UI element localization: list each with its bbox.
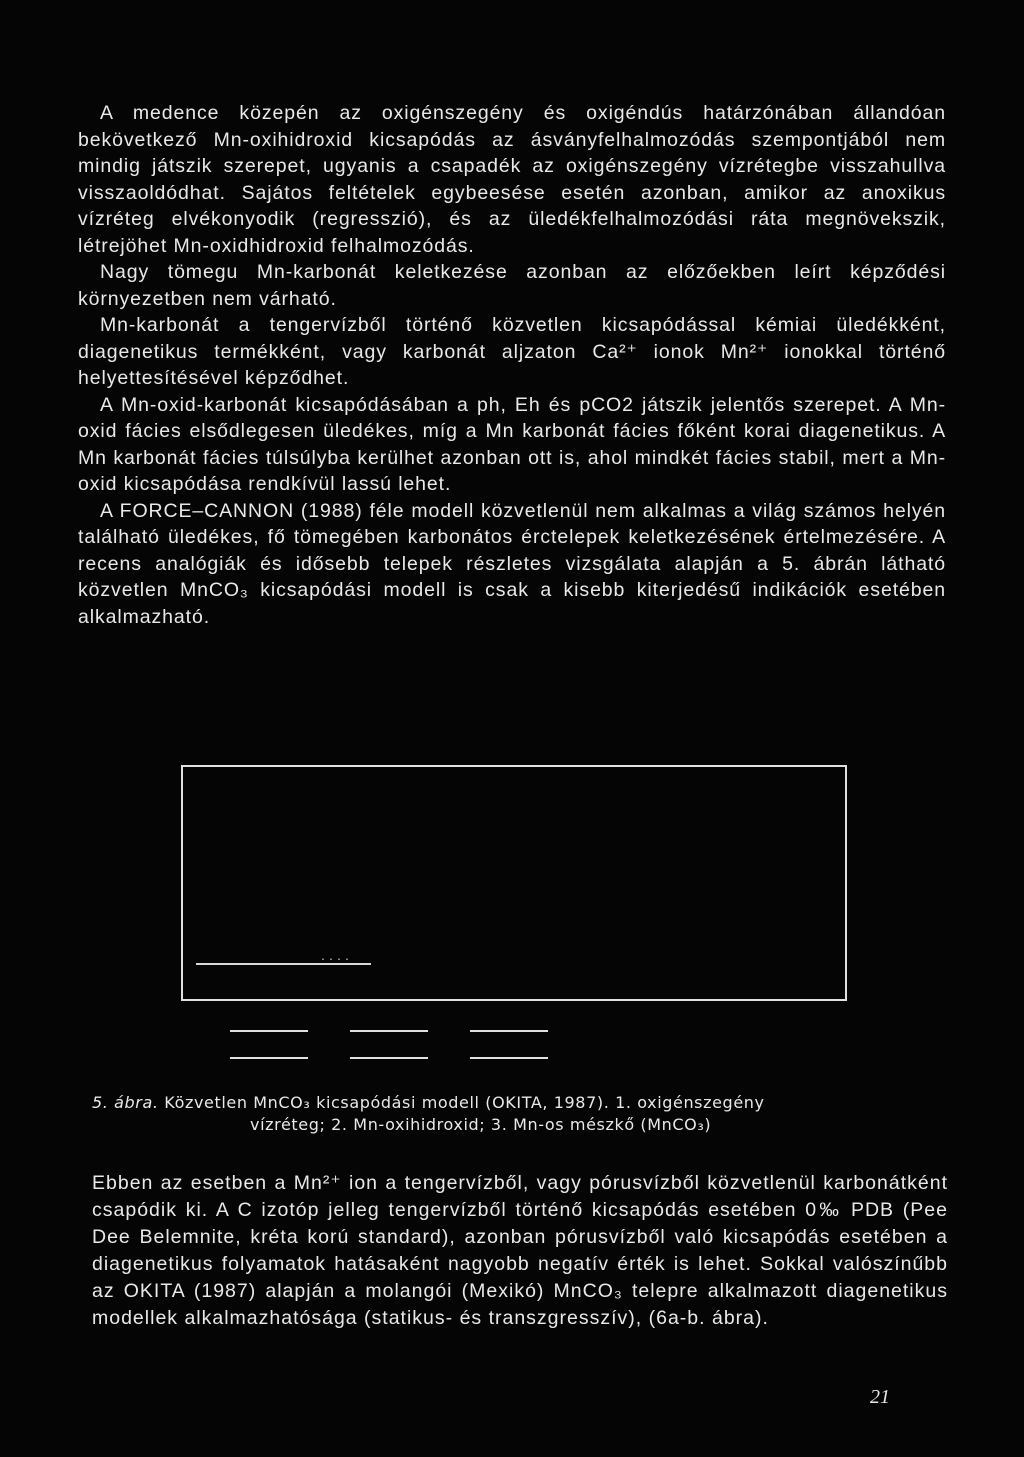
legend-dash-2 <box>350 1030 428 1032</box>
paragraph-1: A medence közepén az oxigénszegény és oxigéndús határzónában állandóan bekövetkező Mn-oxihidroxid kicsapódás az ásványfelhalmozódás szempontjából nem mindig játszik szerepet, ugyanis a csapadék az oxigénszegény vízrétegbe visszahullva visszaoldódhat. Sajátos feltételek egybeesése esetén azonban, amikor az anoxikus vízréteg elvékonyodik (regresszió), és az üledékfelhalmozódási ráta megnövekszik, létrejöhet Mn-oxidhidroxid felhalmozódás. <box>78 102 946 257</box>
legend-dash-3 <box>470 1030 548 1032</box>
legend-dash-6 <box>470 1057 548 1059</box>
legend-dash-1 <box>230 1030 308 1032</box>
lower-text <box>92 1170 948 1332</box>
caption-line-1: Közvetlen MnCO₃ kicsapódási modell (OKITA, 1987). 1. oxigénszegény <box>164 1093 765 1112</box>
lower-paragraph: Ebben az esetben a Mn²⁺ ion a tengervízből, vagy pórusvízből közvetlenül karbonátként csapódik ki. A C izotóp jelleg tengervízből történő kicsapódás esetében 0‰ PDB (Pee Dee Belemnite, kréta korú standard), azonban pórusvízből való kicsapódás esetében a diagenetikus folyamatok hatásaként nagyobb negatív érték is lehet. Sokkal valószínűbb az OKITA (1987) alapján a molangói (Mexikó) MnCO₃ telepre alkalmazott diagenetikus modellek alkalmazhatósága (statikus- és transzgresszív), (6a-b. ábra). <box>92 1172 948 1329</box>
legend-dash-5 <box>350 1057 428 1059</box>
caption-line-2: vízréteg; 2. Mn-oxihidroxid; 3. Mn-os mészkő (MnCO₃) <box>250 1115 712 1134</box>
figure-dots: .... <box>320 952 353 963</box>
figure-frame <box>181 765 847 1001</box>
figure-caption <box>92 1092 962 1136</box>
paragraph-2: Nagy tömegu Mn-karbonát keletkezése azonban az előzőekben leírt képződési környezetben nem várható. <box>78 261 946 310</box>
figure-water-line <box>196 963 371 965</box>
paragraph-4: A Mn-oxid-karbonát kicsapódásában a ph, Eh és pCO2 játszik jelentős szerepet. A Mn-oxid fácies elsődlegesen üledékes, míg a Mn karbonát fácies főként korai diagenetikus. A Mn karbonát fácies túlsúlyba kerülhet azonban ott is, ahol mindkét fácies stabil, mert a Mn-oxid kicsapódása rendkívül lassú lehet. <box>78 393 946 495</box>
paragraph-5: A FORCE–CANNON (1988) féle modell közvetlenül nem alkalmas a világ számos helyén található üledékes, fő tömegében karbonátos érctelepek keletkezésének értelmezésére. A recens analógiák és idősebb telepek részletes vizsgálata alapján a 5. ábrán látható közvetlen MnCO₃ kicsapódási modell is csak a kisebb kiterjedésű indikációk esetében alkalmazható. <box>78 499 946 628</box>
legend-dash-4 <box>230 1057 308 1059</box>
paragraph-3: Mn-karbonát a tengervízből történő közvetlen kicsapódással kémiai üledékként, diagenetikus termékként, vagy karbonát aljzaton Ca²⁺ ionok Mn²⁺ ionokkal történő helyettesítésével képződhet. <box>78 314 946 389</box>
main-text <box>78 100 946 630</box>
caption-label: 5. ábra. <box>92 1093 159 1112</box>
page-number: 21 <box>870 1386 890 1408</box>
